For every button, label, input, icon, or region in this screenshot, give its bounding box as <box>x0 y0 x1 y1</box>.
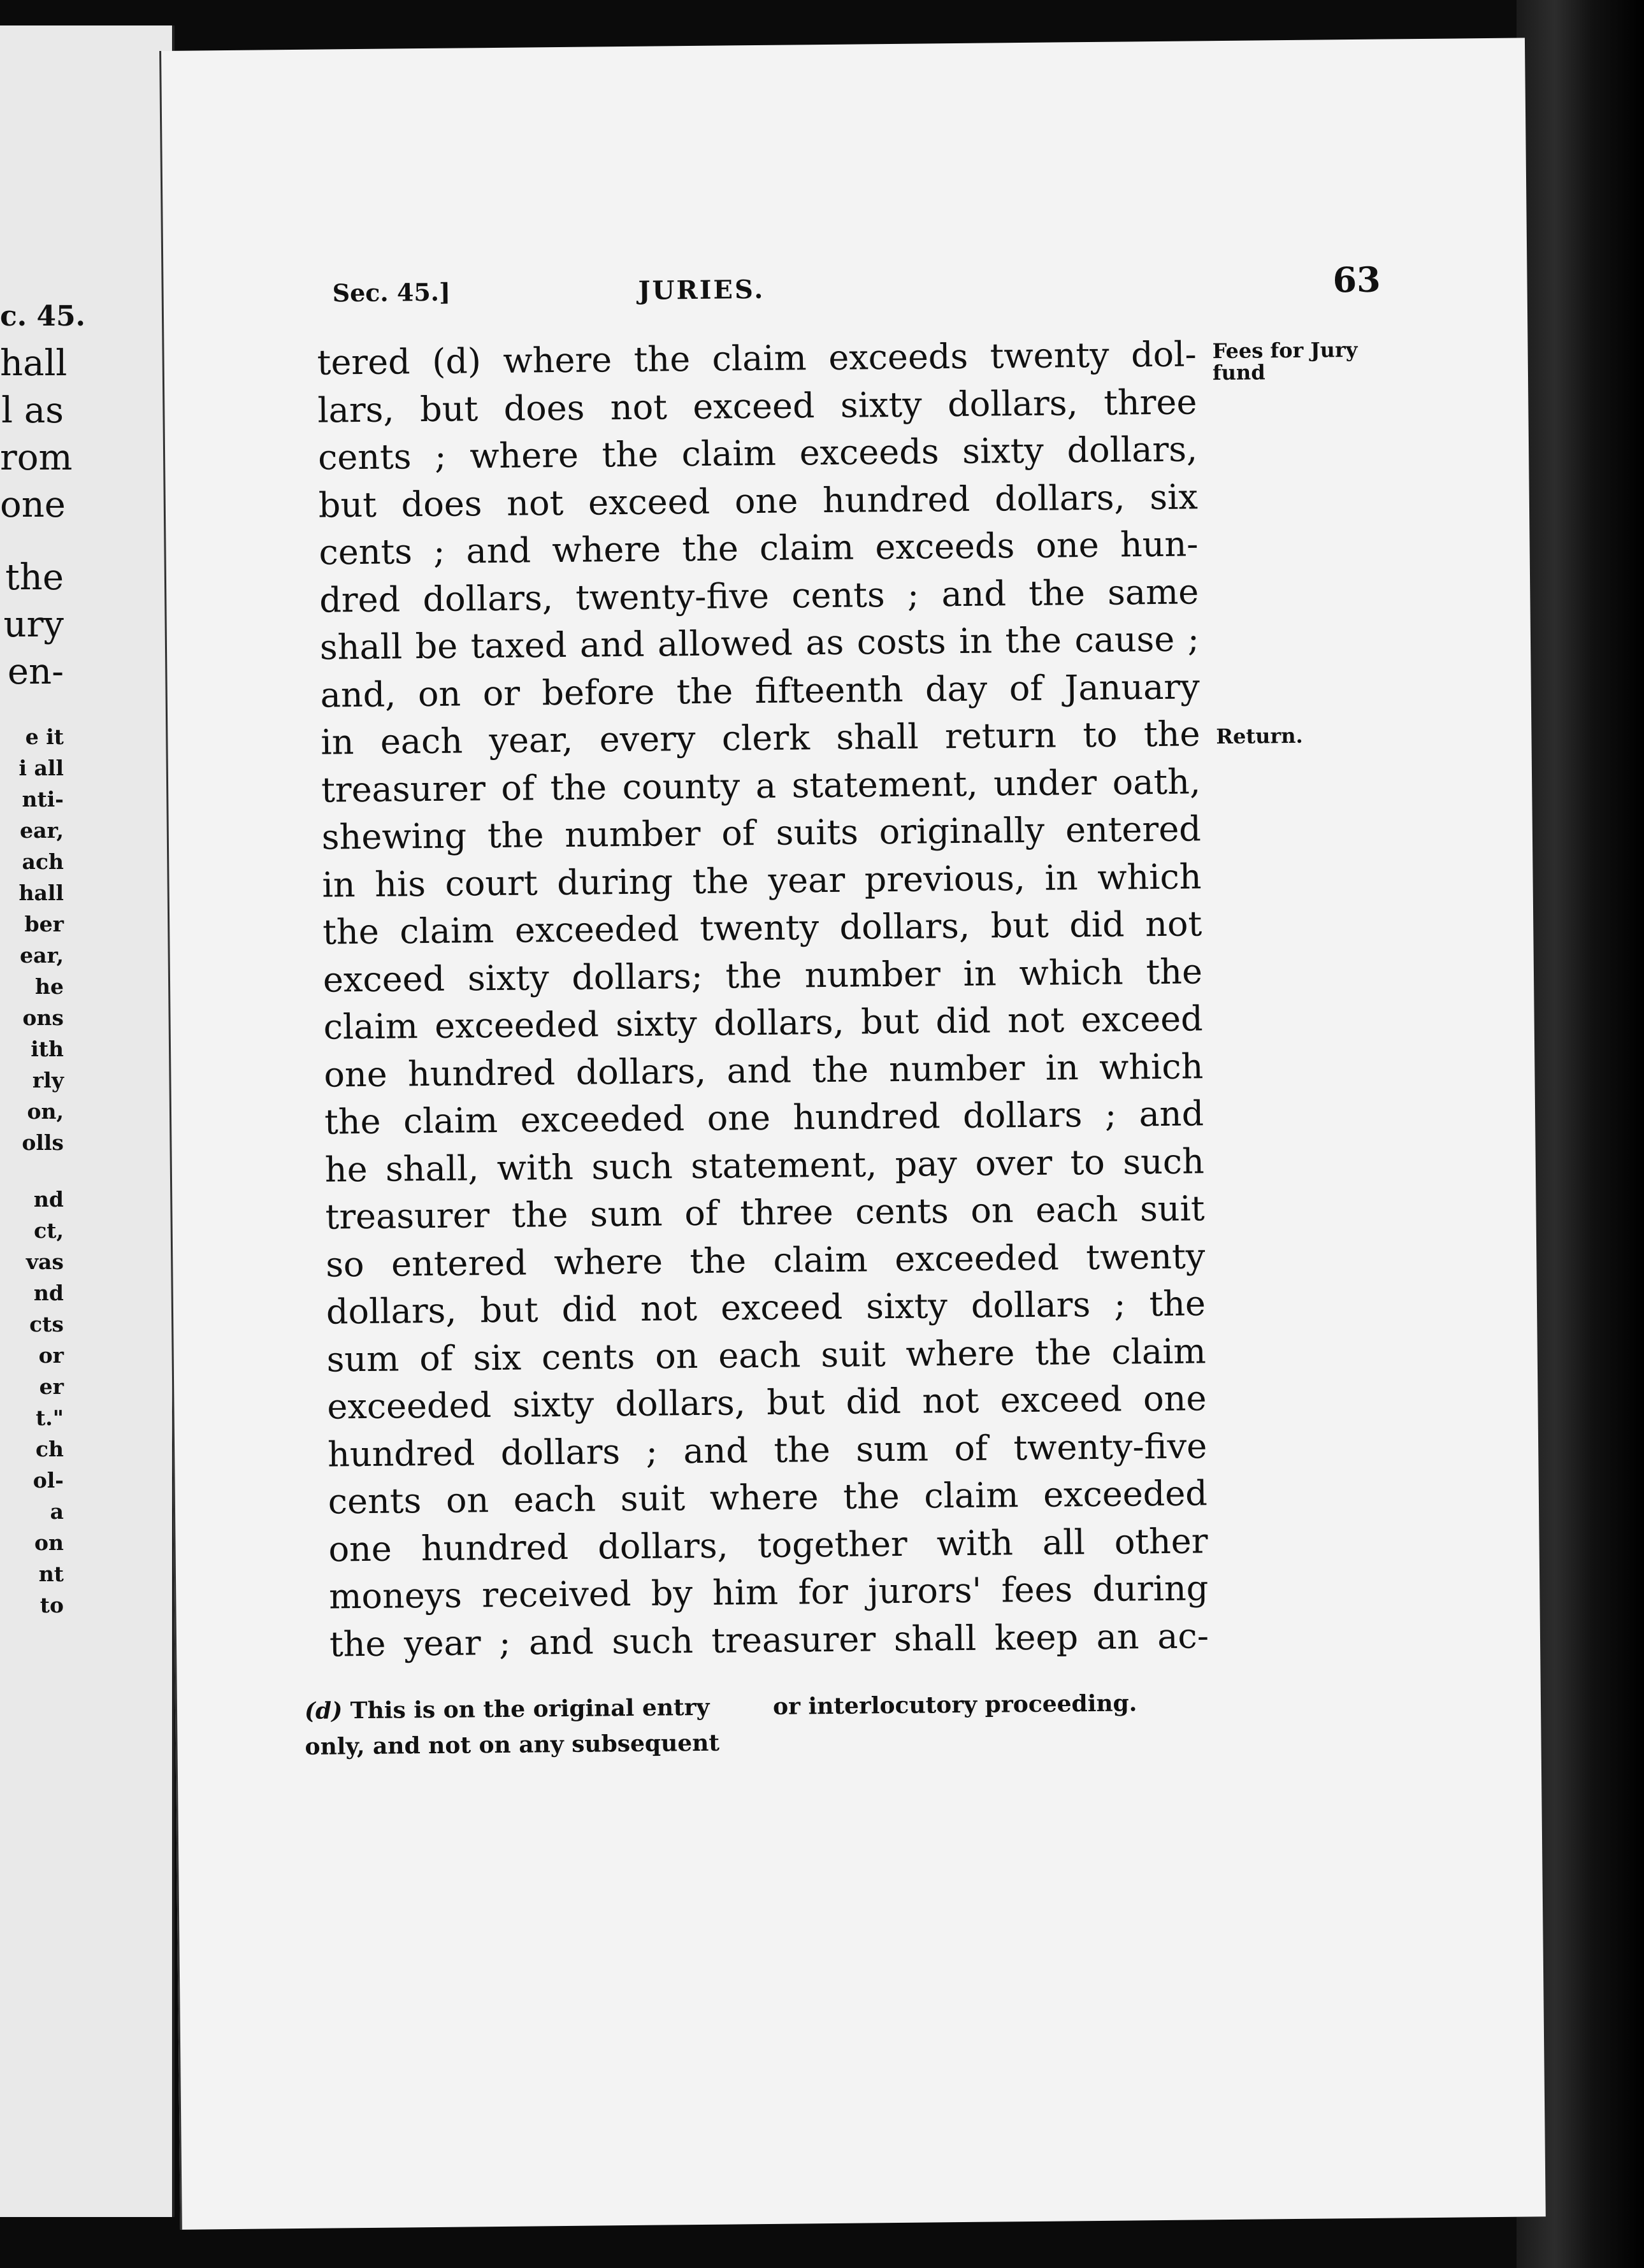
body-line: the year ; and such treasurer shall keep an ac- <box>329 1615 1209 1665</box>
body-line: dollars, but did not exceed sixty dollars ; the <box>326 1283 1206 1332</box>
left-page-line: rly <box>32 1068 64 1093</box>
left-page-line: to <box>40 1593 64 1618</box>
body-line: shall be taxed and allowed as costs in the cause ; <box>319 619 1200 668</box>
running-title: JURIES. <box>638 274 765 306</box>
left-page-line: ol- <box>32 1468 64 1493</box>
body-text <box>317 331 1209 1668</box>
left-page-line: t." <box>36 1405 64 1430</box>
left-page-line: nd <box>33 1187 64 1212</box>
left-page-line: er <box>39 1374 64 1399</box>
left-page-line: e it <box>25 724 64 749</box>
section-reference: Sec. 45.] <box>332 277 451 308</box>
left-page-line: rom <box>0 437 73 478</box>
left-page-line: ct, <box>34 1218 64 1243</box>
left-page-line: or <box>38 1343 64 1368</box>
left-page-line: ach <box>22 849 64 874</box>
left-page-line: nti- <box>22 787 64 812</box>
left-facing-page <box>0 25 175 2217</box>
body-line: but does not exceed one hundred dollars, six <box>318 476 1199 526</box>
left-page-line: he <box>35 974 64 999</box>
left-page-line: hall <box>18 880 64 905</box>
footnote-column-1 <box>305 1689 739 1765</box>
footnote-marker: (d) <box>304 1697 343 1725</box>
body-line: the claim exceeded one hundred dollars ; and <box>324 1093 1204 1142</box>
body-line: so entered where the claim exceeded twenty <box>325 1235 1206 1285</box>
left-page-line: on <box>34 1530 64 1555</box>
body-line: cents ; where the claim exceeds sixty dollars, <box>317 429 1198 478</box>
body-line: cents ; and where the claim exceeds one hun- <box>319 524 1199 573</box>
left-page-line: one <box>0 484 66 526</box>
footnote-column-2: or interlocutory proceeding. <box>772 1690 1137 1720</box>
body-line: exceed sixty dollars; the number in which the <box>322 951 1203 1000</box>
left-page-line: ber <box>24 912 64 937</box>
body-line: treasurer of the county a statement, under oath, <box>321 761 1201 810</box>
left-page-line: hall <box>0 343 68 384</box>
left-page-line: ear, <box>20 943 64 968</box>
body-line: shewing the number of suits originally entered <box>321 808 1202 858</box>
body-line: moneys received by him for jurors' fees during <box>328 1568 1209 1617</box>
left-page-cropped-text <box>0 293 85 1621</box>
left-page-line: nd <box>33 1281 64 1305</box>
body-line: one hundred dollars, and the number in which <box>324 1045 1204 1095</box>
sidenote-return: Return. <box>1216 723 1303 749</box>
left-page-line: i all <box>18 756 64 780</box>
body-line: in his court during the year previous, in which <box>322 856 1202 905</box>
left-page-line: ons <box>22 1005 64 1030</box>
sidenote-fees-for-jury-fund: Fees for Jury fund <box>1212 337 1358 385</box>
left-page-line: c. 45. <box>0 300 85 333</box>
running-header <box>332 259 1384 320</box>
left-page-line: ury <box>3 604 64 645</box>
body-line: one hundred dollars, together with all other <box>328 1520 1208 1570</box>
left-page-line: on, <box>27 1099 64 1124</box>
left-page-line: olls <box>22 1130 64 1155</box>
left-page-line: the <box>5 557 64 598</box>
body-line: exceeded sixty dollars, but did not exceed one <box>327 1378 1207 1427</box>
footnote-text: This is on the original entry only, and not on any subsequent <box>305 1693 720 1760</box>
body-line: and, on or before the fifteenth day of January <box>320 666 1200 715</box>
page-number: 63 <box>1332 259 1381 301</box>
left-page-line: ith <box>31 1037 64 1061</box>
left-page-line: ear, <box>20 818 64 843</box>
main-page <box>159 38 1546 2229</box>
left-page-line: l as <box>1 390 64 431</box>
body-line: hundred dollars ; and the sum of twenty-five <box>327 1425 1208 1475</box>
body-line: the claim exceeded twenty dollars, but did not <box>322 903 1202 952</box>
body-line: treasurer the sum of three cents on each suit <box>325 1188 1205 1237</box>
left-page-line: cts <box>29 1312 64 1337</box>
body-line: tered (d) where the claim exceeds twenty dol- <box>317 334 1197 383</box>
body-line: sum of six cents on each suit where the claim <box>326 1330 1206 1380</box>
body-line: claim exceeded sixty dollars, but did not exceed <box>323 998 1203 1047</box>
left-page-line: a <box>50 1499 64 1524</box>
left-page-line: vas <box>25 1249 64 1274</box>
body-line: cents on each suit where the claim exceeded <box>328 1473 1208 1522</box>
body-line: dred dollars, twenty-five cents ; and the same <box>319 571 1199 621</box>
left-page-line: en- <box>7 651 64 693</box>
left-page-line: ch <box>35 1437 64 1461</box>
left-page-line: nt <box>38 1561 64 1586</box>
body-line: in each year, every clerk shall return to the <box>321 714 1201 763</box>
body-line: he shall, with such statement, pay over to such <box>324 1140 1205 1190</box>
body-line: lars, but does not exceed sixty dollars, three <box>317 381 1197 431</box>
